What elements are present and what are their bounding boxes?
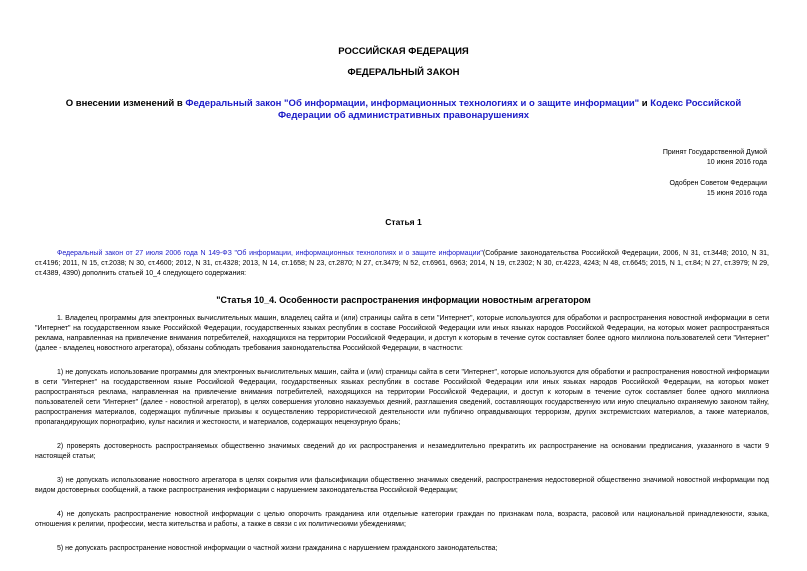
council-label: Одобрен Советом Федерации <box>669 180 767 187</box>
paragraph: 4) не допускать распространение новостной информации с целью опорочить гражданина или отдельные категории граждан по признакам пола, возраста, расовой или национальной принадлежности, языка, отношения к религии, профессии, места жительства и работы, а также в связи с их политическими убеждениями; <box>35 511 769 528</box>
duma-adoption <box>547 148 767 168</box>
council-date: 15 июня 2016 года <box>706 190 767 197</box>
paragraph: 3) не допускать использование новостного агрегатора в целях сокрытия или фальсификации общественно значимых сведений, распространения недостоверной общественно значимой новостной информации под видом достоверных сообщений, а также распространения информации с нарушением законодательства Российской Федерации; <box>35 477 769 494</box>
paragraph: 5) не допускать распространение новостной информации о частной жизни гражданина с нарушением гражданского законодательства; <box>57 545 498 552</box>
country-header: РОССИЙСКАЯ ФЕДЕРАЦИЯ <box>338 46 469 57</box>
intro-text: (Собрание законодательства Российской Федерации, 2006, N 31, ст.3448; 2010, N 31, ст.4196; 2011, N 15, ст.2038; N 30, ст.4600; 2012, N 31, ст.4328; 2013, N 14, ст.1658; N 23, ст.2870; N 27, ст.3479; N 52, ст.6961, 6963; 2014, N 19, ст.2302; N 30, ст.4223, 4243; N 48, ст.6645; 2015, N 1, ст.84; N 27, ст.3979; N 29, ст.4389, 4390) дополнить статьей 10_4 следующего содержания: <box>35 250 769 277</box>
law-title <box>50 98 757 122</box>
intro-law-link[interactable]: Федеральный закон от 27 июля 2006 года N 149-ФЗ "Об информации, информационных технологиях и о защите информации" <box>57 250 483 257</box>
title-middle: и <box>639 98 651 109</box>
section-title: "Статья 10_4. Особенности распространения информации новостным агрегатором <box>216 295 591 305</box>
paragraph: 1) не допускать использование программы для электронных вычислительных машин, сайта и (или) страницы сайта в сети "Интернет", которые используются для обработки и распространения новостной информации в сети "Интернет" на государственном языке Российской Федерации, государственных языках республик в составе Российской Федерации или иных языках народов Российской Федерации, на которых может распространяться реклама, направленная на привлечение внимания потребителей, находящихся на территории Российской Федерации, и доступ к которым в течение суток составляет более одного миллиона пользователей сети "Интернет" (далее - новостной агрегатор), в целях совершения уголовно наказуемых деяний, разглашения сведений, составляющих государственную или иную специально охраняемую законом тайну, распространения материалов, содержащих публичные призывы к осуществлению террористической деятельности или публично оправдывающих терроризм, других экстремистских материалов, а также материалов, пропагандирующих порнографию, культ насилия и жестокости, и материалов, содержащих нецензурную брань; <box>35 369 769 426</box>
article-heading: Статья 1 <box>385 217 422 227</box>
council-approval <box>547 179 767 199</box>
title-link-admin-code[interactable]: Кодекс Российской Федерации об административных правонарушениях <box>277 98 742 121</box>
document-type-header: ФЕДЕРАЛЬНЫЙ ЗАКОН <box>347 67 460 78</box>
paragraph: 2) проверять достоверность распространяемых общественно значимых сведений до их распространения и незамедлительно прекратить их распространение на основании предписания, указанного в части 9 настоящей статьи; <box>35 443 769 460</box>
title-prefix: О внесении изменений в <box>65 98 186 109</box>
duma-date: 10 июня 2016 года <box>706 159 767 166</box>
article-intro <box>35 249 769 279</box>
duma-label: Принят Государственной Думой <box>662 149 767 156</box>
paragraph: 1. Владелец программы для электронных вычислительных машин, владелец сайта и (или) страницы сайта в сети "Интернет", которые используются для обработки и распространения новостной информации в сети "Интернет" на государственном языке Российской Федерации, государственных языках республик в составе Российской Федерации или иных языках народов Российской Федерации, на которых может распространяться реклама, направленная на привлечение внимания потребителей, находящихся на территории Российской Федерации, и доступ к которым в течение суток составляет более одного миллиона пользователей сети "Интернет" (далее - владелец новостного агрегатора), обязаны соблюдать требования законодательства Российской Федерации, в частности: <box>35 315 769 352</box>
title-link-information-law[interactable]: Федеральный закон "Об информации, информационных технологиях и о защите информации" <box>185 98 640 109</box>
